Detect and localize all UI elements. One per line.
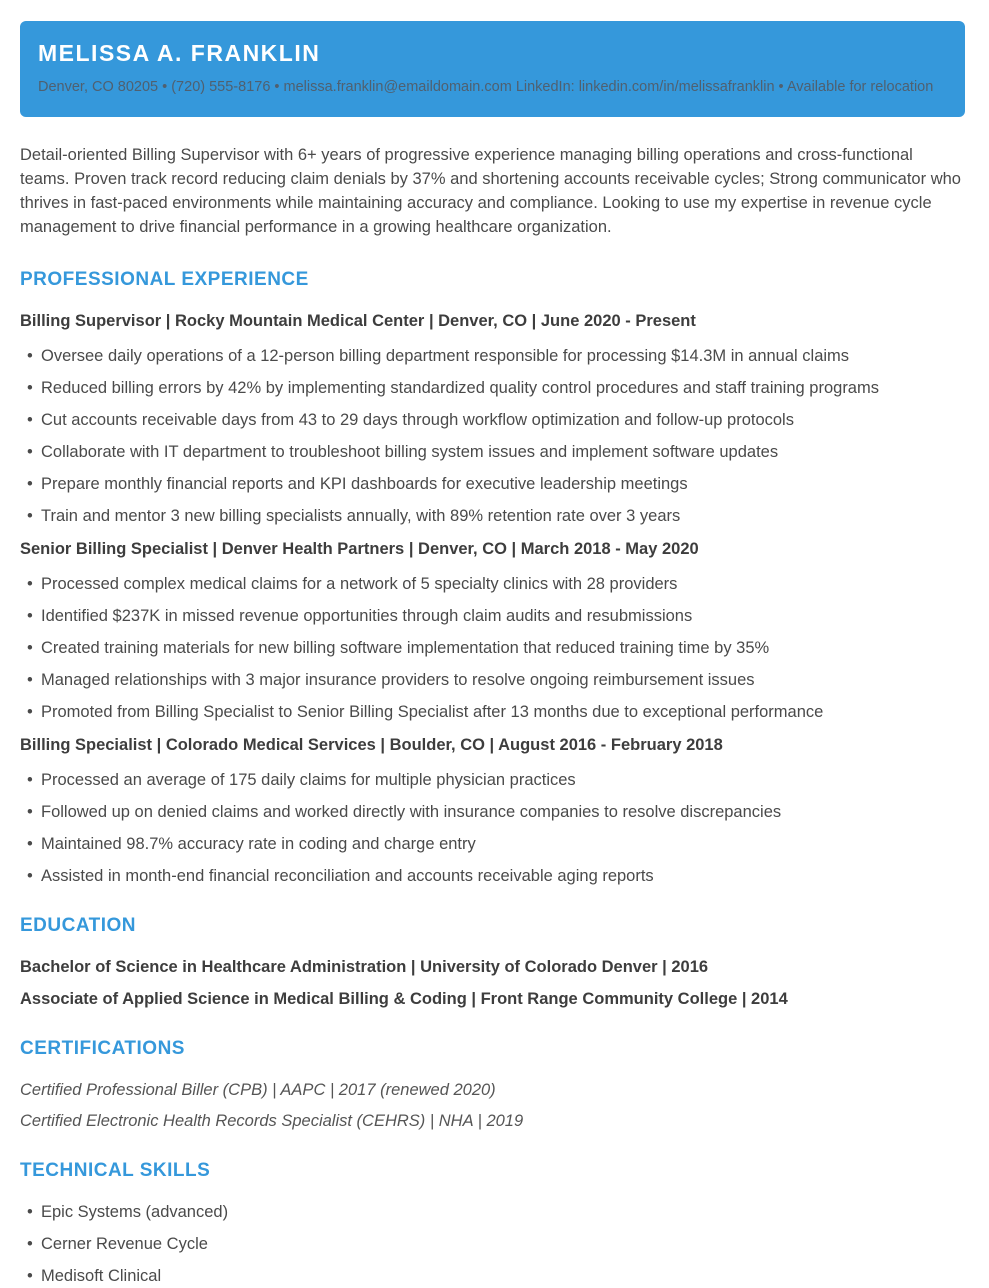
contact-line: Denver, CO 80205 • (720) 555-8176 • melissa.franklin@emaildomain.com LinkedIn: linkedin.com/in/melissafranklin • Available for relocation <box>38 78 934 95</box>
resume-header <box>20 21 965 117</box>
candidate-name: MELISSA A. FRANKLIN <box>38 40 321 66</box>
bullet-item: • Followed up on denied claims and worked directly with insurance companies to resolve discrepancies <box>20 800 965 824</box>
job-heading: Senior Billing Specialist | Denver Health Partners | Denver, CO | March 2018 - May 2020 <box>20 539 699 558</box>
bullet-item: • Processed an average of 175 daily claims for multiple physician practices <box>20 768 965 792</box>
bullet-item: • Prepare monthly financial reports and KPI dashboards for executive leadership meetings <box>20 472 965 496</box>
certification-line: Certified Electronic Health Records Specialist (CEHRS) | NHA | 2019 <box>20 1111 524 1130</box>
certification-line: Certified Professional Biller (CPB) | AAPC | 2017 (renewed 2020) <box>20 1080 496 1099</box>
bullet-item: • Collaborate with IT department to troubleshoot billing system issues and implement software updates <box>20 440 965 464</box>
bullet-item: • Train and mentor 3 new billing specialists annually, with 89% retention rate over 3 years <box>20 504 965 528</box>
section-heading-education: EDUCATION <box>20 914 137 936</box>
degree-line: Associate of Applied Science in Medical Billing & Coding | Front Range Community College | 2014 <box>20 989 788 1008</box>
job-heading: Billing Specialist | Colorado Medical Services | Boulder, CO | August 2016 - February 2018 <box>20 735 723 754</box>
job-heading: Billing Supervisor | Rocky Mountain Medical Center | Denver, CO | June 2020 - Present <box>20 311 696 330</box>
bullet-item: • Promoted from Billing Specialist to Senior Billing Specialist after 13 months due to exceptional performance <box>20 700 965 724</box>
bullet-item: • Maintained 98.7% accuracy rate in coding and charge entry <box>20 832 965 856</box>
skill-item: • Medisoft Clinical <box>20 1264 965 1288</box>
section-heading-technical-skills: TECHNICAL SKILLS <box>20 1159 211 1181</box>
bullet-item: • Reduced billing errors by 42% by implementing standardized quality control procedures and staff training programs <box>20 376 965 400</box>
job-bullet-list <box>20 768 965 888</box>
job-bullet-list <box>20 344 965 528</box>
skill-item: • Cerner Revenue Cycle <box>20 1232 965 1256</box>
degree-line: Bachelor of Science in Healthcare Administration | University of Colorado Denver | 2016 <box>20 957 709 976</box>
bullet-item: • Cut accounts receivable days from 43 to 29 days through workflow optimization and follow-up protocols <box>20 408 965 432</box>
bullet-item: • Processed complex medical claims for a network of 5 specialty clinics with 28 providers <box>20 572 965 596</box>
skill-item: • Epic Systems (advanced) <box>20 1200 965 1224</box>
job-bullet-list <box>20 572 965 724</box>
bullet-item: • Created training materials for new billing software implementation that reduced training time by 35% <box>20 636 965 660</box>
bullet-item: • Oversee daily operations of a 12-person billing department responsible for processing $14.3M in annual claims <box>20 344 965 368</box>
section-heading-certifications: CERTIFICATIONS <box>20 1037 185 1059</box>
bullet-item: • Managed relationships with 3 major insurance providers to resolve ongoing reimbursement issues <box>20 668 965 692</box>
skills-bullet-list <box>20 1200 965 1288</box>
summary-paragraph: Detail-oriented Billing Supervisor with 6+ years of progressive experience managing billing operations and cross-functional teams. Proven track record reducing claim denials by 37% and shortening accounts receivable cycles; Strong communicator who thrives in fast-paced environments while maintaining accuracy and compliance. Looking to use my expertise in revenue cycle management to drive financial performance in a growing healthcare organization. <box>20 145 961 236</box>
bullet-item: • Assisted in month-end financial reconciliation and accounts receivable aging reports <box>20 864 965 888</box>
bullet-item: • Identified $237K in missed revenue opportunities through claim audits and resubmissions <box>20 604 965 628</box>
section-heading-experience: PROFESSIONAL EXPERIENCE <box>20 268 309 290</box>
